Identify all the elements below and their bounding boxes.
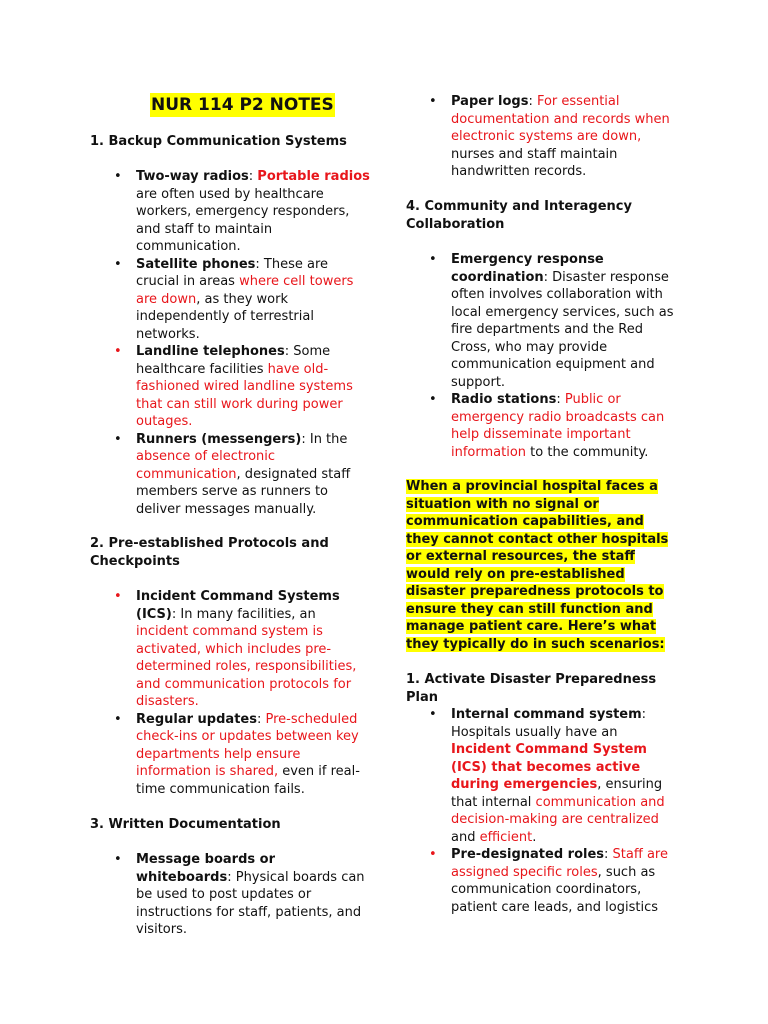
item-label: Radio stations bbox=[451, 392, 557, 407]
list-item: • Satellite phones: These are crucial in areas where cell towers are down, as they work independently of terrestrial networks. bbox=[114, 256, 354, 342]
protocols-list bbox=[114, 588, 372, 798]
item-highlight: Staff are assigned specific roles bbox=[451, 847, 668, 880]
bullet-icon: • bbox=[429, 392, 437, 407]
item-label: Regular updates bbox=[136, 711, 257, 727]
bullet-icon: • bbox=[114, 431, 122, 447]
bullet-icon: • bbox=[114, 344, 122, 359]
section-heading-backup: 1. Backup Communication Systems bbox=[90, 134, 347, 149]
item-label: Runners (messengers) bbox=[136, 431, 302, 447]
item-label: Incident Command Systems (ICS) bbox=[136, 589, 340, 622]
item-label: Two-way radios bbox=[136, 169, 249, 184]
item-highlight: Portable radios bbox=[257, 169, 370, 184]
item-highlight: have old-fashioned wired landline systems that can still work during power outages. bbox=[136, 361, 353, 429]
item-label: Satellite phones bbox=[136, 256, 256, 272]
item-highlight: where cell towers are down bbox=[136, 274, 354, 307]
item-label: Message boards or whiteboards bbox=[136, 852, 275, 885]
list-item: • Two-way radios: Portable radios are often used by healthcare workers, emergency responders, and staff to maintain communication. bbox=[114, 169, 370, 254]
bullet-icon: • bbox=[114, 169, 122, 184]
bullet-icon: • bbox=[114, 256, 122, 272]
item-label: Pre-designated roles bbox=[451, 847, 605, 862]
documentation-list bbox=[114, 851, 370, 939]
list-item: • Radio stations: Public or emergency radio broadcasts can help disseminate important information to the community. bbox=[429, 392, 665, 460]
item-highlight: absence of electronic communication bbox=[136, 449, 276, 482]
backup-list bbox=[114, 168, 370, 518]
activate-plan-list bbox=[429, 706, 679, 916]
list-item: • Regular updates: Pre-scheduled check-ins or updates between key departments help ensure information is shared, even if real-time communication fails. bbox=[114, 711, 360, 797]
section-heading-community: 4. Community and Interagency Collaboration bbox=[406, 199, 632, 232]
item-highlight: Pre-scheduled check-ins or updates between key departments help ensure information is shared, bbox=[136, 711, 359, 779]
item-highlight: Incident Command System (ICS) that becomes active during emergencies bbox=[451, 742, 647, 792]
list-item: • Pre-designated roles: Staff are assigned specific roles, such as communication coordinators, patient care leads, and logistics bbox=[429, 847, 668, 915]
section-heading-protocols: 2. Pre-established Protocols and Checkpoints bbox=[90, 536, 329, 569]
item-label: Landline telephones bbox=[136, 344, 285, 359]
list-item: • Message boards or whiteboards: Physical boards can be used to post updates or instructions for staff, patients, and visitors. bbox=[114, 852, 365, 937]
item-label: Internal command system bbox=[451, 707, 642, 722]
item-highlight: Public or emergency radio broadcasts can help disseminate important information bbox=[451, 392, 665, 460]
bullet-icon: • bbox=[114, 852, 122, 867]
highlighted-paragraph: When a provincial hospital faces a situation with no signal or communication capabilities, and they cannot contact other hospitals or external resources, the staff would rely on pre-established disaster preparedness protocols to ensure they can still function and manage patient care. Here’s what they typically do in such scenarios: bbox=[406, 479, 669, 652]
list-item: • Paper logs: For essential documentation and records when electronic systems are down, nurses and staff maintain handwritten records. bbox=[429, 94, 670, 179]
section-heading-documentation: 3. Written Documentation bbox=[90, 817, 281, 832]
title-block bbox=[150, 93, 335, 117]
section-heading-activate-plan: 1. Activate Disaster Preparedness Plan bbox=[406, 672, 657, 705]
bullet-icon: • bbox=[429, 707, 437, 722]
bullet-icon: • bbox=[114, 589, 122, 604]
bullet-icon: • bbox=[429, 847, 437, 862]
list-item: • Internal command system: Hospitals usually have an Incident Command System (ICS) that becomes active during emergencies, ensuring that internal communication and decision-making are centralized and efficient. bbox=[429, 707, 665, 845]
item-label: Emergency response coordination bbox=[451, 252, 604, 285]
bullet-icon: • bbox=[429, 252, 437, 267]
list-item: • Incident Command Systems (ICS): In many facilities, an incident command system is activated, which includes pre-determined roles, responsibilities, and communication protocols for disasters. bbox=[114, 589, 357, 709]
list-item: • Runners (messengers): In the absence of electronic communication, designated staff members serve as runners to deliver messages manually. bbox=[114, 431, 351, 517]
bullet-icon: • bbox=[114, 711, 122, 727]
item-highlight: incident command system is activated, which includes pre-determined roles, responsibilities, and communication protocols for disasters. bbox=[136, 624, 357, 709]
item-label: Paper logs bbox=[451, 94, 529, 109]
page-title: NUR 114 P2 NOTES bbox=[151, 95, 334, 115]
list-item: • Emergency response coordination: Disaster response often involves collaboration with local emergency services, such as fire departments and the Red Cross, who may provide communication equipment and support. bbox=[429, 252, 674, 390]
community-list bbox=[429, 251, 676, 461]
list-item: • Landline telephones: Some healthcare facilities have old-fashioned wired landline systems that can still work during power outages. bbox=[114, 344, 353, 429]
bullet-icon: • bbox=[429, 94, 437, 109]
documentation-list-cont bbox=[429, 93, 677, 181]
item-highlight: For essential documentation and records when electronic systems are down, bbox=[451, 94, 670, 144]
